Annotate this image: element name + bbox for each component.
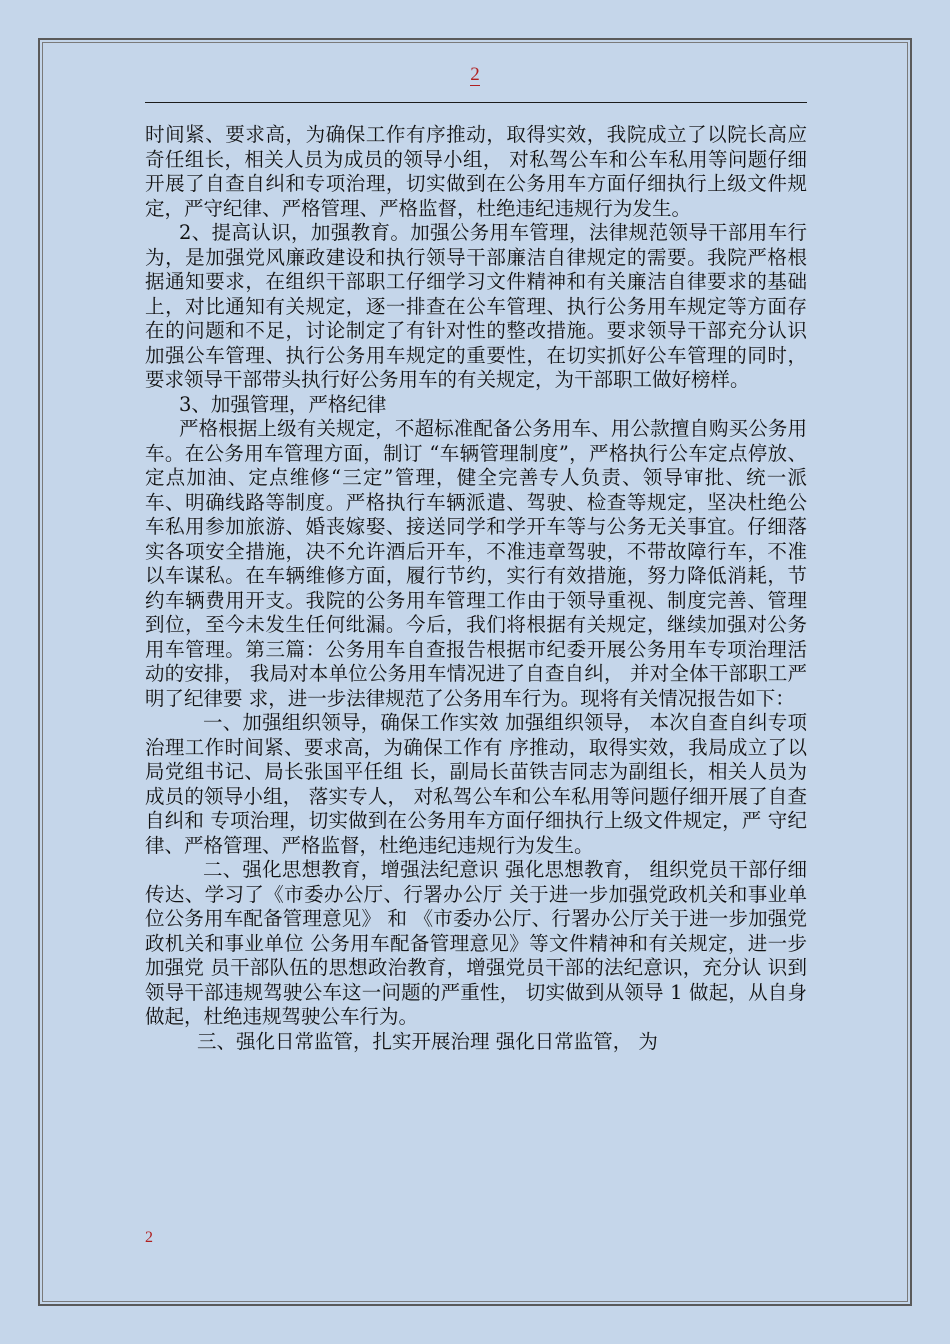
paragraph-3: 3、加强管理，严格纪律: [179, 392, 387, 416]
header-page-number: 2: [470, 64, 480, 85]
paragraph-5: 一、加强组织领导，确保工作实效 加强组织领导， 本次自查自纠专项治理工作时间紧、要求高，为确保工作有 序推动，取得实效，我局成立了以局党组书记、局长张国平任组 长，副局长苗铁吉同志为副组长，相关人员为成员的领导小组， 落实专人， 对私驾公车和公车私用等问题仔细开展了自查自纠和 专项治理，切实做到在公务用车方面仔细执行上级文件规定，严 守纪律、严格管理、严格监督，杜绝违纪违规行为发生。: [145, 711, 807, 857]
paragraph-2: 2、提高认识，加强教育。加强公务用车管理，法律规范领导干部用车行为，是加强党风廉政建设和执行领导干部廉洁自律规定的需要。我院严格根据通知要求，在组织干部职工仔细学习文件精神和有关廉洁自律要求的基础上，对比通知有关规定，逐一排查在公车管理、执行公务用车规定等方面存在的问题和不足，讨论制定了有针对性的整改措施。要求领导干部充分认识加强公车管理、执行公务用车规定的重要性，在切实抓好公车管理的同时，要求领导干部带头执行好公务用车的有关规定，为干部职工做好榜样。: [145, 221, 807, 391]
paragraph-6: 二、强化思想教育，增强法纪意识 强化思想教育， 组织党员干部仔细传达、学习了《市委办公厅、行署办公厅 关于进一步加强党政机关和事业单位公务用车配备管理意见》 和 《市委办公厅、行署办公厅关于进一步加强党政机关和事业单位 公务用车配备管理意见》等文件精神和有关规定，进一步加强党 员干部队伍的思想政治教育，增强党员干部的法纪意识，充分认 识到领导干部违规驾驶公车这一问题的严重性， 切实做到从领导 1 做起，从自身做起，杜绝违规驾驶公车行为。: [145, 858, 807, 1028]
paragraph-7: 三、强化日常监管，扎实开展治理 强化日常监管， 为: [197, 1029, 658, 1053]
paragraph-4: 严格根据上级有关规定，不超标准配备公务用车、用公款擅自购买公务用车。在公务用车管理方面，制订 “车辆管理制度”，严格执行公车定点停放、定点加油、定点维修“三定”管理，健全完善专人负责、领导审批、统一派车、明确线路等制度。严格执行车辆派遣、驾驶、检查等规定，坚决杜绝公车私用参加旅游、婚丧嫁娶、接送同学和学开车等与公务无关事宜。仔细落实各项安全措施，决不允许酒后开车，不准违章驾驶，不带故障行车，不准以车谋私。在车辆维修方面，履行节约，实行有效措施，努力降低消耗，节约车辆费用开支。我院的公务用车管理工作由于领导重视、制度完善、管理到位，至今未发生任何纰漏。今后，我们将根据有关规定，继续加强对公务用车管理。第三篇：公务用车自查报告根据市纪委开展公务用车专项治理活动的安排， 我局对本单位公务用车情况进了自查自纠， 并对全体干部职工严明了纪律要 求，进一步法律规范了公务用车行为。现将有关情况报告如下：: [145, 417, 807, 710]
header-rule: [145, 102, 807, 103]
document-body: [145, 123, 807, 1054]
paragraph-1: 时间紧、要求高，为确保工作有序推动，取得实效，我院成立了以院长高应奇任组长，相关人员为成员的领导小组， 对私驾公车和公车私用等问题仔细开展了自查自纠和专项治理，切实做到在公务用车方面仔细执行上级文件规定，严守纪律、严格管理、严格监督，杜绝违纪违规行为发生。: [145, 123, 807, 220]
footer-page-number: 2: [145, 1229, 153, 1246]
